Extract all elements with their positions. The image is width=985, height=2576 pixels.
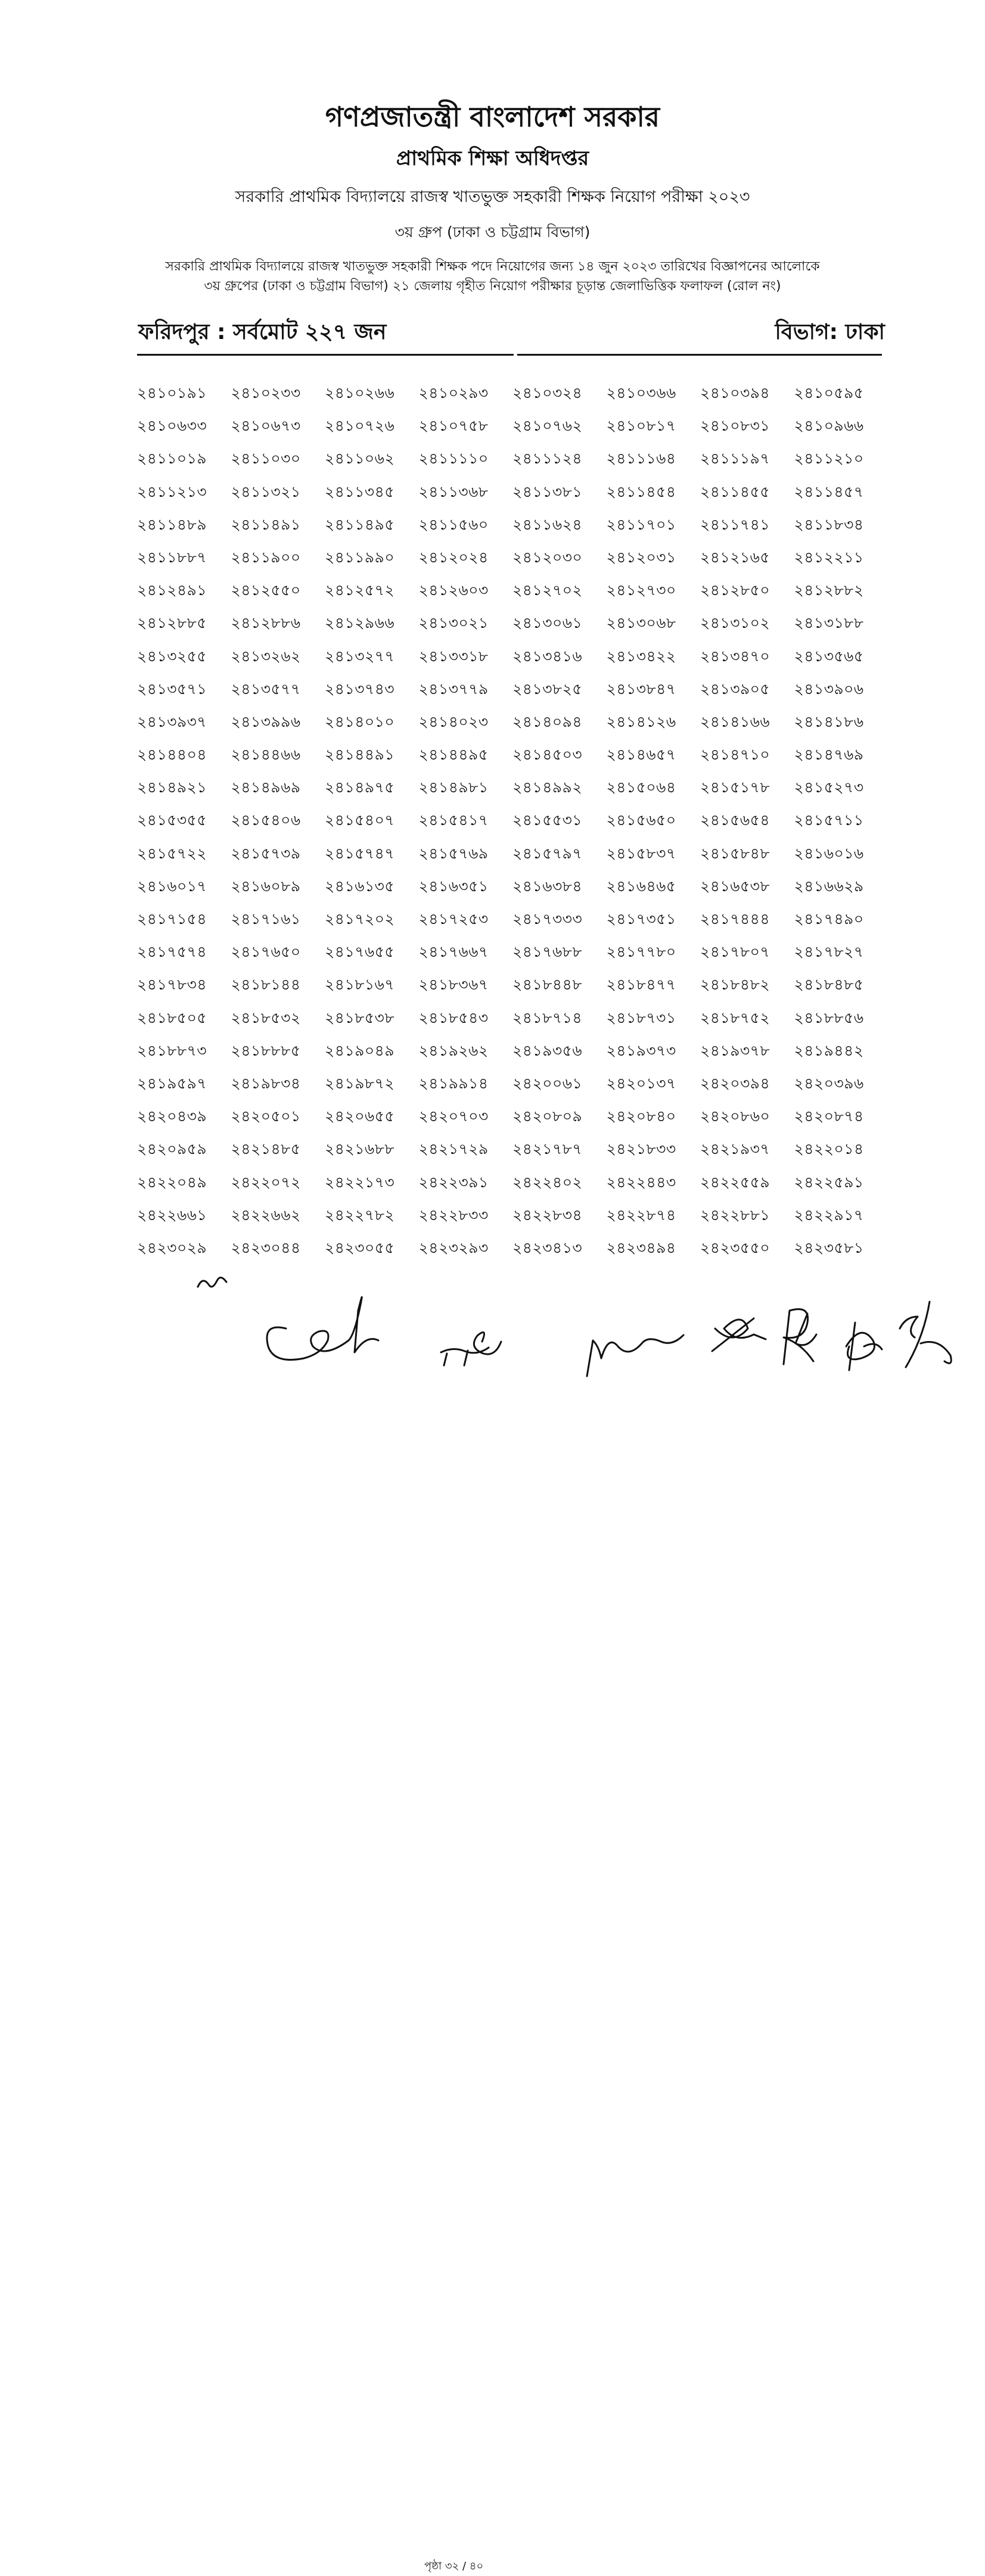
roll-number: ২৪১৮৮৭৩ bbox=[137, 1041, 207, 1059]
roll-number: ২৪১২০৩১ bbox=[606, 548, 676, 566]
roll-number: ২৪১৮১৬৭ bbox=[325, 976, 395, 994]
roll-number: ২৪১২১৬৫ bbox=[700, 548, 770, 566]
roll-number: ২৪২২৫৯১ bbox=[794, 1173, 864, 1191]
roll-number: ২৪২২৮৭৪ bbox=[606, 1206, 676, 1224]
roll-number: ২৪১১০১৯ bbox=[137, 450, 207, 468]
roll-number: ২৪১৪১৬৬ bbox=[700, 713, 770, 730]
roll-number: ২৪১৮৭৫২ bbox=[700, 1009, 770, 1026]
roll-number: ২৪১৫৪০৭ bbox=[325, 811, 395, 829]
roll-number: ২৪১১৩২১ bbox=[231, 483, 301, 500]
roll-number: ২৪২৩০৫৫ bbox=[325, 1239, 395, 1256]
roll-number: ২৪১৫৭২২ bbox=[137, 844, 207, 862]
roll-number: ২৪২০৪৩৯ bbox=[137, 1107, 207, 1125]
roll-number: ২৪১৭৩৫১ bbox=[606, 910, 676, 928]
roll-number: ২৪১১৪৯৫ bbox=[325, 515, 395, 533]
roll-number: ২৪২০৭০৩ bbox=[418, 1107, 489, 1125]
roll-number: ২৪১৩২৫৫ bbox=[137, 647, 207, 665]
roll-number: ২৪২০৬৫৫ bbox=[325, 1107, 395, 1125]
notice-line-1: সরকারি প্রাথমিক বিদ্যালয়ে রাজস্ব খাতভুক্ত সহকারী শিক্ষক পদে নিয়োগের জন্য ১৪ জুন ২০২৩ তারিখের বিজ্ঞাপনের আলোকে bbox=[165, 259, 820, 274]
roll-number: ২৪১০২৬৬ bbox=[325, 384, 395, 402]
roll-number: ২৪১০৭৫৮ bbox=[418, 417, 489, 435]
roll-number: ২৪১৭৮৩৪ bbox=[137, 976, 207, 994]
roll-number: ২৪১১৪৫৭ bbox=[794, 483, 864, 500]
roll-number: ২৪১৩১৮৮ bbox=[794, 614, 864, 632]
roll-number: ২৪১৪৯২১ bbox=[137, 779, 207, 797]
roll-number: ২৪১২৬০৩ bbox=[418, 581, 489, 599]
roll-number: ২৪১৪১২৬ bbox=[606, 713, 676, 730]
roll-number: ২৪২৩৫৫০ bbox=[700, 1239, 770, 1256]
roll-number: ২৪১৭৫৭৪ bbox=[137, 943, 207, 961]
roll-number: ২৪১০৩২৪ bbox=[512, 384, 583, 402]
roll-number: ২৪১২৮৮২ bbox=[794, 581, 864, 599]
roll-number: ২৪১২০৩০ bbox=[512, 548, 583, 566]
roll-number: ২৪১১৮৩৪ bbox=[794, 515, 864, 533]
roll-number: ২৪১৩০৬১ bbox=[512, 614, 583, 632]
roll-number: ২৪১৭১৫৪ bbox=[137, 910, 207, 928]
roll-number: ২৪২৩০২৯ bbox=[137, 1239, 207, 1256]
roll-number: ২৪১৭২০২ bbox=[325, 910, 395, 928]
roll-number: ২৪২২৪০২ bbox=[512, 1173, 583, 1191]
group-title: ৩য় গ্রুপ (ঢাকা ও চট্টগ্রাম বিভাগ) bbox=[394, 223, 591, 241]
roll-number: ২৪১০৮৩১ bbox=[700, 417, 770, 435]
roll-number: ২৪২২০৪৯ bbox=[137, 1173, 207, 1191]
roll-number: ২৪১৮৫৩২ bbox=[231, 1009, 301, 1026]
roll-number: ২৪১৫৬৫০ bbox=[606, 811, 676, 829]
roll-number: ২৪১৪৭১০ bbox=[700, 746, 770, 764]
notice-line-2: ৩য় গ্রুপের (ঢাকা ও চট্টগ্রাম বিভাগ) ২১ জেলায় গৃহীত নিয়োগ পরীক্ষার চূড়ান্ত জেলাভিত্তিক ফলাফল (রোল নং) bbox=[204, 279, 781, 294]
roll-number: ২৪২২৩৯১ bbox=[418, 1173, 489, 1191]
roll-number: ২৪১১১২৪ bbox=[512, 450, 583, 468]
roll-number: ২৪১২৮৮৫ bbox=[137, 614, 207, 632]
roll-number: ২৪১৫৭১১ bbox=[794, 811, 864, 829]
roll-number: ২৪২২৯১৭ bbox=[794, 1206, 864, 1224]
roll-number: ২৪১০৩৬৬ bbox=[606, 384, 676, 402]
roll-number: ২৪১৮৪৮২ bbox=[700, 976, 770, 994]
roll-number: ২৪২২৮৩৪ bbox=[512, 1206, 583, 1224]
roll-number: ২৪১৭১৬১ bbox=[231, 910, 301, 928]
roll-number: ২৪১৪৪৯৫ bbox=[418, 746, 489, 764]
roll-number: ২৪১৩৩১৮ bbox=[418, 647, 489, 665]
roll-number: ২৪১৩০২১ bbox=[418, 614, 489, 632]
roll-number: ২৪১০২৯৩ bbox=[418, 384, 489, 402]
roll-number: ২৪১৬৩৮৪ bbox=[512, 877, 583, 895]
roll-number: ২৪১৫৭৬৯ bbox=[418, 844, 489, 862]
roll-number: ২৪১২০২৪ bbox=[418, 548, 489, 566]
roll-number: ২৪১২৮৫০ bbox=[700, 581, 770, 599]
roll-number: ২৪১৪৪৬৬ bbox=[231, 746, 301, 764]
roll-number: ২৪১১২১৩ bbox=[137, 483, 207, 500]
roll-number: ২৪২০৩৯৪ bbox=[700, 1074, 770, 1092]
roll-number: ২৪১৩৭৪৩ bbox=[325, 680, 395, 698]
roll-number: ২৪১৮৫৩৮ bbox=[325, 1009, 395, 1026]
roll-number-grid bbox=[137, 377, 888, 1264]
roll-number: ২৪১১৭০১ bbox=[606, 515, 676, 533]
roll-number: ২৪১৪১৮৬ bbox=[794, 713, 864, 730]
roll-number: ২৪২০৯৫৯ bbox=[137, 1140, 207, 1158]
roll-number: ২৪১৭৪৯০ bbox=[794, 910, 864, 928]
roll-number: ২৪১৩৪২২ bbox=[606, 647, 676, 665]
roll-number: ২৪১৩৯৩৭ bbox=[137, 713, 207, 730]
roll-number: ২৪১৩২৭৭ bbox=[325, 647, 395, 665]
roll-number: ২৪২২০৭২ bbox=[231, 1173, 301, 1191]
roll-number: ২৪১৩৮৪৭ bbox=[606, 680, 676, 698]
district-total-heading: ফরিদপুর : সর্বমোট ২২৭ জন bbox=[138, 320, 387, 344]
roll-number: ২৪১৩২৬২ bbox=[231, 647, 301, 665]
roll-number: ২৪১০২৩৩ bbox=[231, 384, 301, 402]
roll-number: ২৪১৫৫৩১ bbox=[512, 811, 583, 829]
roll-number: ২৪২১৮৩৩ bbox=[606, 1140, 676, 1158]
roll-number: ২৪১০৭২৬ bbox=[325, 417, 395, 435]
roll-number: ২৪১৩৫৬৫ bbox=[794, 647, 864, 665]
roll-number: ২৪১২৮৮৬ bbox=[231, 614, 301, 632]
roll-number: ২৪১৪৯৬৯ bbox=[231, 779, 301, 797]
roll-number: ২৪১০৩৯৪ bbox=[700, 384, 770, 402]
roll-number: ২৪১৯০৪৯ bbox=[325, 1041, 395, 1059]
roll-number: ২৪১৮৫০৫ bbox=[137, 1009, 207, 1026]
roll-number: ২৪১৭৭৮০ bbox=[606, 943, 676, 961]
roll-number: ২৪১৪৯৮১ bbox=[418, 779, 489, 797]
divider-right bbox=[517, 354, 882, 356]
roll-number: ২৪১৯৩৭৮ bbox=[700, 1041, 770, 1059]
roll-number: ২৪১১৪৫৪ bbox=[606, 483, 676, 500]
roll-number: ২৪১৫৪১৭ bbox=[418, 811, 489, 829]
signature-2 bbox=[441, 1332, 501, 1365]
roll-number: ২৪১৩৮২৫ bbox=[512, 680, 583, 698]
roll-number: ২৪১৩৫৭১ bbox=[137, 680, 207, 698]
exam-title: সরকারি প্রাথমিক বিদ্যালয়ে রাজস্ব খাতভুক্ত সহকারী শিক্ষক নিয়োগ পরীক্ষা ২০২৩ bbox=[235, 188, 750, 206]
roll-number: ২৪১০৭৬২ bbox=[512, 417, 583, 435]
roll-number: ২৪২২৭৮২ bbox=[325, 1206, 395, 1224]
roll-number: ২৪১৫৬৫৪ bbox=[700, 811, 770, 829]
roll-number: ২৪১১০৩০ bbox=[231, 450, 301, 468]
roll-number: ২৪১৭৬৫৫ bbox=[325, 943, 395, 961]
roll-number: ২৪২১৭৮৭ bbox=[512, 1140, 583, 1158]
roll-number: ২৪২১৭২৯ bbox=[418, 1140, 489, 1158]
roll-number: ২৪২১৯৩৭ bbox=[700, 1140, 770, 1158]
roll-number: ২৪২০১৩৭ bbox=[606, 1074, 676, 1092]
roll-number: ২৪১৪৪৯১ bbox=[325, 746, 395, 764]
roll-number: ২৪২০৮০৯ bbox=[512, 1107, 583, 1125]
roll-number: ২৪২১৬৮৮ bbox=[325, 1140, 395, 1158]
roll-number: ২৪১৪৯৯২ bbox=[512, 779, 583, 797]
roll-number: ২৪১৫৭৩৯ bbox=[231, 844, 301, 862]
roll-number: ২৪১২৫৫০ bbox=[231, 581, 301, 599]
roll-number: ২৪২২৫৫৯ bbox=[700, 1173, 770, 1191]
roll-number: ২৪১১৬২৪ bbox=[512, 515, 583, 533]
roll-number: ২৪২২০১৪ bbox=[794, 1140, 864, 1158]
roll-number: ২৪২০৫০১ bbox=[231, 1107, 301, 1125]
roll-number: ২৪২২৮৩৩ bbox=[418, 1206, 489, 1224]
roll-number: ২৪১৩৫৭৭ bbox=[231, 680, 301, 698]
signature-1 bbox=[267, 1297, 378, 1359]
roll-number: ২৪১০৮১৭ bbox=[606, 417, 676, 435]
roll-number: ২৪১১৮৮৭ bbox=[137, 548, 207, 566]
roll-number: ২৪১১০৬২ bbox=[325, 450, 395, 468]
roll-number: ২৪১৪৬৫৭ bbox=[606, 746, 676, 764]
roll-number: ২৪২২৮৮১ bbox=[700, 1206, 770, 1224]
roll-number: ২৪১১১১০ bbox=[418, 450, 489, 468]
roll-number: ২৪২০৩৯৬ bbox=[794, 1074, 864, 1092]
roll-number: ২৪১৭৬৫০ bbox=[231, 943, 301, 961]
roll-number: ২৪১১৩৪৫ bbox=[325, 483, 395, 500]
roll-number: ২৪১৪৫০৩ bbox=[512, 746, 583, 764]
page-number: পৃষ্ঠা ৩২ / ৪০ bbox=[424, 2560, 484, 2572]
roll-number: ২৪১৬১৩৫ bbox=[325, 877, 395, 895]
roll-number: ২৪১৪৪০৪ bbox=[137, 746, 207, 764]
roll-number: ২৪২২৬৬২ bbox=[231, 1206, 301, 1224]
roll-number: ২৪১৮৭১৪ bbox=[512, 1009, 583, 1026]
roll-number: ২৪১৬৪৬৫ bbox=[606, 877, 676, 895]
roll-number: ২৪১০৬৭৩ bbox=[231, 417, 301, 435]
roll-number: ২৪১৭৮০৭ bbox=[700, 943, 770, 961]
roll-number: ২৪১৩৭৭৯ bbox=[418, 680, 489, 698]
roll-number: ২৪১১১৯৭ bbox=[700, 450, 770, 468]
roll-number: ২৪১১১৬৪ bbox=[606, 450, 676, 468]
roll-number: ২৪১৬০৮৯ bbox=[231, 877, 301, 895]
roll-number: ২৪২৩০৪৪ bbox=[231, 1239, 301, 1256]
roll-number: ২৪১২৯৬৬ bbox=[325, 614, 395, 632]
roll-number: ২৪১৪০২৩ bbox=[418, 713, 489, 730]
initial-mark bbox=[198, 1277, 226, 1287]
roll-number: ২৪১০১৯১ bbox=[137, 384, 207, 402]
roll-number: ২৪১১২১০ bbox=[794, 450, 864, 468]
roll-number: ২৪১৯৮৭২ bbox=[325, 1074, 395, 1092]
signature-3 bbox=[587, 1335, 683, 1376]
roll-number: ২৪১১৪৫৫ bbox=[700, 483, 770, 500]
signature-6 bbox=[846, 1323, 882, 1370]
roll-number: ২৪১৮৪৭৭ bbox=[606, 976, 676, 994]
roll-number: ২৪১৫৭৯৭ bbox=[512, 844, 583, 862]
roll-number: ২৪১১৪৮৯ bbox=[137, 515, 207, 533]
roll-number: ২৪১৮১৪৪ bbox=[231, 976, 301, 994]
roll-number: ২৪২০০৬১ bbox=[512, 1074, 583, 1092]
division-heading: বিভাগ: ঢাকা bbox=[775, 320, 885, 344]
divider-left bbox=[137, 354, 514, 356]
roll-number: ২৪১৫৩৫৫ bbox=[137, 811, 207, 829]
roll-number: ২৪১০৬৩৩ bbox=[137, 417, 207, 435]
roll-number: ২৪১৩৯৯৬ bbox=[231, 713, 301, 730]
roll-number: ২৪১৪৭৬৯ bbox=[794, 746, 864, 764]
roll-number: ২৪২২৬৬১ bbox=[137, 1206, 207, 1224]
roll-number: ২৪২০৮৪০ bbox=[606, 1107, 676, 1125]
roll-number: ২৪১১৯০০ bbox=[231, 548, 301, 566]
roll-number: ২৪১৫৪০৬ bbox=[231, 811, 301, 829]
roll-number: ২৪১৮৮৮৫ bbox=[231, 1041, 301, 1059]
roll-number: ২৪১৯৯১৪ bbox=[418, 1074, 489, 1092]
roll-number: ২৪১২৪৯১ bbox=[137, 581, 207, 599]
government-title: গণপ্রজাতন্ত্রী বাংলাদেশ সরকার bbox=[325, 101, 660, 133]
roll-number: ২৪১৯৫৯৭ bbox=[137, 1074, 207, 1092]
roll-number: ২৪১০৫৯৫ bbox=[794, 384, 864, 402]
roll-number: ২৪১৩১০২ bbox=[700, 614, 770, 632]
roll-number: ২৪১২২১১ bbox=[794, 548, 864, 566]
roll-number: ২৪১৮৪৪৮ bbox=[512, 976, 583, 994]
roll-number: ২৪১৬০১৭ bbox=[137, 877, 207, 895]
roll-number: ২৪১৯৪৪২ bbox=[794, 1041, 864, 1059]
roll-number: ২৪১২৫৭২ bbox=[325, 581, 395, 599]
roll-number: ২৪১৮৪৮৫ bbox=[794, 976, 864, 994]
roll-number: ২৪১৮৫৪৩ bbox=[418, 1009, 489, 1026]
roll-number: ২৪১৭৪৪৪ bbox=[700, 910, 770, 928]
roll-number: ২৪২২৪৪৩ bbox=[606, 1173, 676, 1191]
roll-number: ২৪১১৩৬৮ bbox=[418, 483, 489, 500]
roll-number: ২৪১৫৮৪৮ bbox=[700, 844, 770, 862]
roll-number: ২৪১৮৩৬৭ bbox=[418, 976, 489, 994]
roll-number: ২৪১১৭৪১ bbox=[700, 515, 770, 533]
roll-number: ২৪১৫২৭৩ bbox=[794, 779, 864, 797]
roll-number: ২৪১৮৮৫৬ bbox=[794, 1009, 864, 1026]
roll-number: ২৪২৩২৯৩ bbox=[418, 1239, 489, 1256]
roll-number: ২৪১৫৮৩৭ bbox=[606, 844, 676, 862]
signatures bbox=[191, 1263, 965, 1388]
roll-number: ২৪১৮৭৩১ bbox=[606, 1009, 676, 1026]
roll-number: ২৪২০৮৬০ bbox=[700, 1107, 770, 1125]
department-title: প্রাথমিক শিক্ষা অধিদপ্তর bbox=[396, 147, 589, 170]
roll-number: ২৪১২৭০২ bbox=[512, 581, 583, 599]
roll-number: ২৪১৭৬৮৮ bbox=[512, 943, 583, 961]
roll-number: ২৪১৬০১৬ bbox=[794, 844, 864, 862]
roll-number: ২৪১৭৬৬৭ bbox=[418, 943, 489, 961]
roll-number: ২৪২০৮৭৪ bbox=[794, 1107, 864, 1125]
roll-number: ২৪১২৭৩০ bbox=[606, 581, 676, 599]
roll-number: ২৪১৩৪১৬ bbox=[512, 647, 583, 665]
roll-number: ২৪১৩৯০৫ bbox=[700, 680, 770, 698]
roll-number: ২৪১৭৮২৭ bbox=[794, 943, 864, 961]
signature-5 bbox=[784, 1309, 816, 1365]
roll-number: ২৪১৭৩৩৩ bbox=[512, 910, 583, 928]
roll-number: ২৪১৫০৬৪ bbox=[606, 779, 676, 797]
roll-number: ২৪১৩৪৭০ bbox=[700, 647, 770, 665]
signature-4 bbox=[712, 1318, 766, 1351]
roll-number: ২৪১১৯৯০ bbox=[325, 548, 395, 566]
roll-number: ২৪২২১৭৩ bbox=[325, 1173, 395, 1191]
roll-number: ২৪২৩৪১৩ bbox=[512, 1239, 583, 1256]
roll-number: ২৪২৩৫৮১ bbox=[794, 1239, 864, 1256]
roll-number: ২৪১৪০১০ bbox=[325, 713, 395, 730]
roll-number: ২৪১৯৩৭৩ bbox=[606, 1041, 676, 1059]
signature-7 bbox=[900, 1302, 951, 1367]
roll-number: ২৪১৬৬২৯ bbox=[794, 877, 864, 895]
roll-number: ২৪১৯৩৫৬ bbox=[512, 1041, 583, 1059]
roll-number: ২৪১১৫৬০ bbox=[418, 515, 489, 533]
roll-number: ২৪১১৩৮১ bbox=[512, 483, 583, 500]
roll-number: ২৪১৪০৯৪ bbox=[512, 713, 583, 730]
roll-number: ২৪১০৯৬৬ bbox=[794, 417, 864, 435]
roll-number: ২৪১৬৫৩৮ bbox=[700, 877, 770, 895]
roll-number: ২৪১৯৮৩৪ bbox=[231, 1074, 301, 1092]
roll-number: ২৪১১৪৯১ bbox=[231, 515, 301, 533]
roll-number: ২৪১৭২৫৩ bbox=[418, 910, 489, 928]
roll-number: ২৪১৬৩৫১ bbox=[418, 877, 489, 895]
roll-number: ২৪২১৪৮৫ bbox=[231, 1140, 301, 1158]
roll-number: ২৪১৯২৬২ bbox=[418, 1041, 489, 1059]
roll-number: ২৪২৩৪৯৪ bbox=[606, 1239, 676, 1256]
roll-number: ২৪১৫৭৪৭ bbox=[325, 844, 395, 862]
roll-number: ২৪১৩০৬৮ bbox=[606, 614, 676, 632]
roll-number: ২৪১৫১৭৮ bbox=[700, 779, 770, 797]
roll-number: ২৪১৪৯৭৫ bbox=[325, 779, 395, 797]
roll-number: ২৪১৩৯০৬ bbox=[794, 680, 864, 698]
